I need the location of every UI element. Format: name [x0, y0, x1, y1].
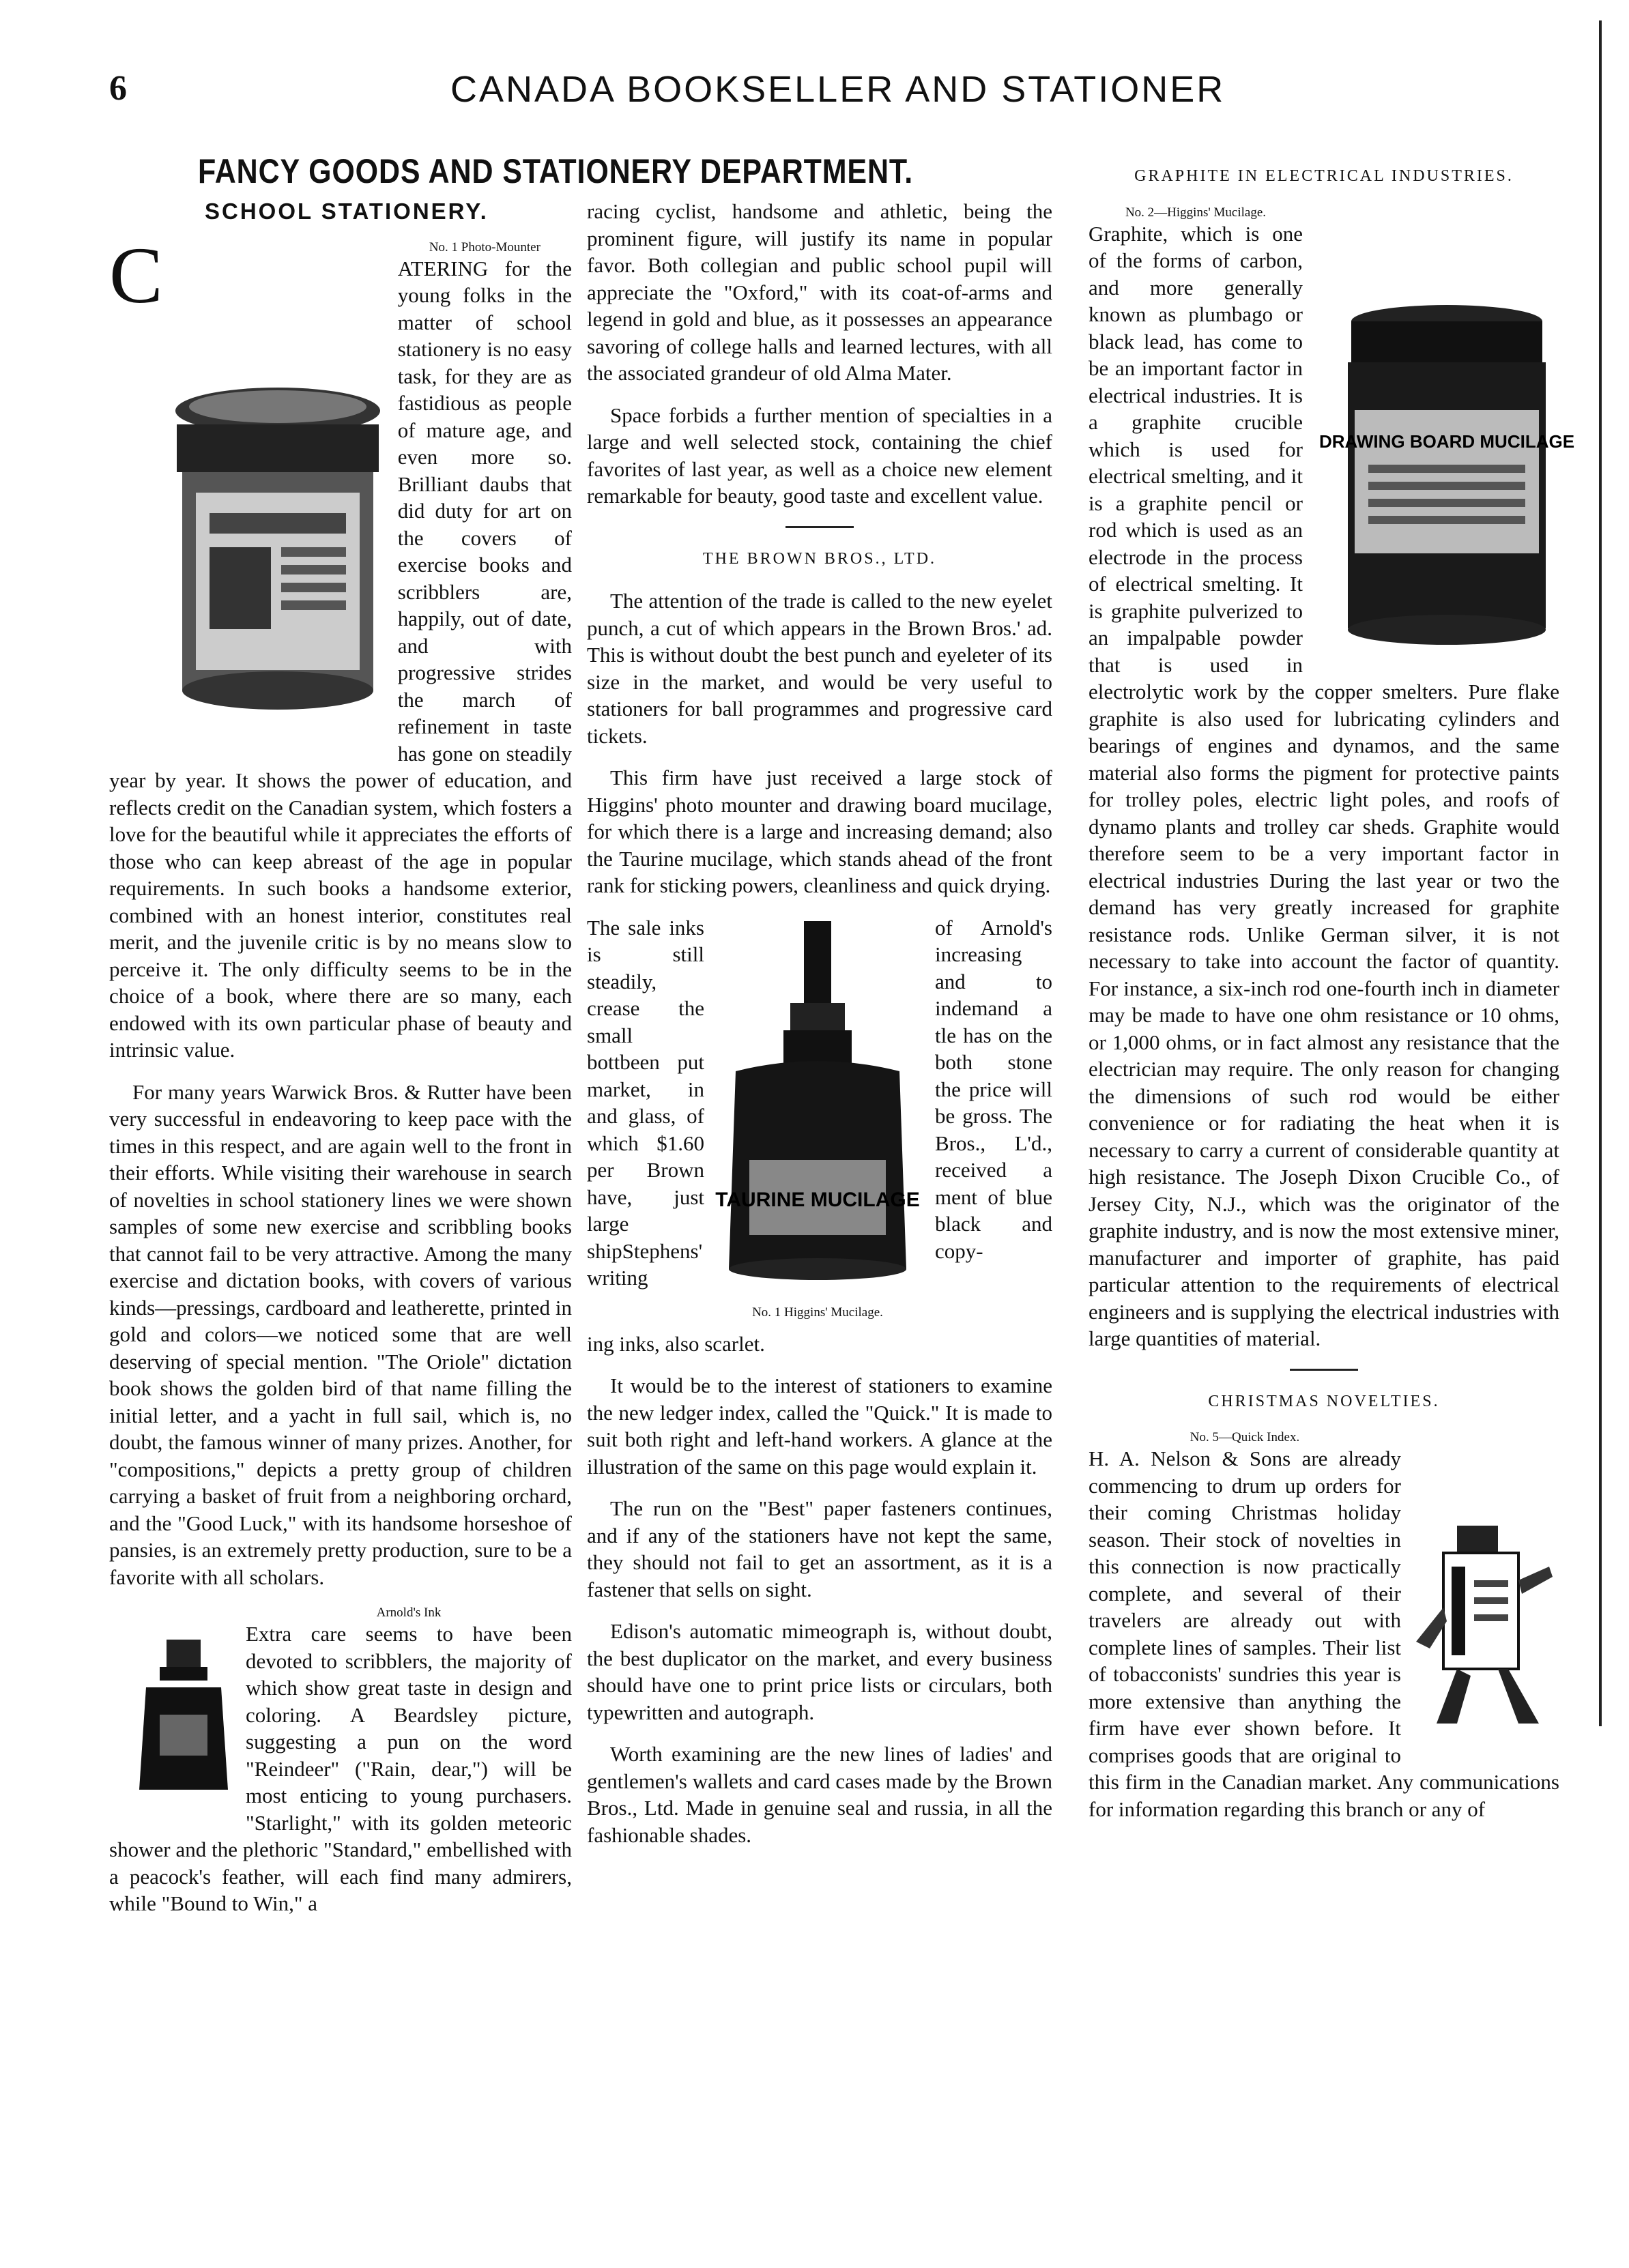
ink-text-left: The sale inks is still steadily, crease the small bottbeen put market, in and glass, of which $1.60 per Brown have, just large shipStephens' writing	[587, 915, 704, 1290]
department-title: FANCY GOODS AND STATIONERY DEPARTMENT.	[198, 152, 914, 190]
journal-title: CANADA BOOKSELLER AND STATIONER	[450, 69, 1226, 110]
page-edge-rule	[1599, 20, 1602, 1726]
photo-mounter-jar-illustration	[169, 383, 387, 738]
paragraph-text: Extra care seems to have been devoted to scribblers, the majority of which show great taste in design and coloring. A Beardsley picture, suggesting a pun on the word "Reindeer" ("Rain, dear,") will be most enticing to young purchasers. "Starlight," with its golden meteoric shower and the plethoric "Standard," embellished with a peacock's feather, will each find many admirers, while "Bound to Win," a	[109, 1622, 572, 1915]
ink-paragraph-with-figure	[587, 914, 1052, 1320]
paragraph-text: H. A. Nelson & Sons are already commencing to drum up orders for their coming Christmas holiday season. Their stock of novelties in this connection is now practically complete, and several of their travelers are already out with complete lines of samples. Their list of tobacconists' sundries this year is more extensive than anything the firm have ever shown before. It comprises goods that are original to this firm in the Canadian market. Any communications for information regarding this branch or any of	[1089, 1446, 1559, 1821]
running-header	[109, 68, 1527, 130]
mucilage-jar-illustration	[1318, 301, 1575, 656]
figure-drawing-board-mucilage	[1311, 301, 1575, 663]
figure-arnolds-ink	[109, 1633, 235, 1810]
article-paragraph: For many years Warwick Bros. & Rutter have been very successful in endeavoring to keep pace with the times in this respect, and are again well to the front in their efforts. While visiting their warehouse in search of novelties in school stationery lines we were shown samples of some new exercise and scribbling books that cannot fail to be very attractive. Among the many exercise and dictation books, with covers of various kinds—pressings, cardboard and leatherette, printed in gold and colors—we noticed some that are well deserving of special mention. "The Oriole" dictation book shows the golden bird of that name filling the initial letter, and a yacht in full sail, which is, no doubt, the famous winner of many prizes. Another, for "compositions," depicts a pretty group of children carrying a basket of fruit from a neighboring orchard, and the "Good Luck," with its handsome horseshoe of pansies, is an extremely pretty production, sure to be a favorite with all scholars.	[109, 1079, 572, 1589]
article-paragraph: The attention of the trade is called to the new eyelet punch, a cut of which appears in the Brown Bros.' ad. This is without doubt the best punch and eyeleter of its size in the market, and would be very useful to stationers for ball programmes and progressive card tickets.	[587, 589, 1052, 748]
article-paragraph: This firm have just received a large stock of Higgins' photo mounter and drawing board mucilage, for which there is a large and increasing demand; also the Taurine mucilage, which stands ahead of the front rank for sticking powers, cleanliness and quick drying.	[587, 766, 1052, 897]
article-paragraph: Edison's automatic mimeograph is, without doubt, the best duplicator on the market, and every business should have one to print price lists or circulars, both typewritten and autograph.	[587, 1619, 1052, 1724]
page-number: 6	[109, 69, 127, 108]
article-paragraph: It would be to the interest of stationers to examine the new ledger index, called the "Quick." It is made to suit both right and left-hand workers. A glance at the illustration of the same on this page would explain it.	[587, 1373, 1052, 1479]
ink-text-right: of Arnold's increasing and to indemand a tle has on the both stone the price will be gross. The Bros., L'd., received a ment of blue black and copy-	[935, 915, 1052, 1263]
figure-caption: Arnold's Ink	[376, 1605, 442, 1620]
article-paragraph: racing cyclist, handsome and athletic, being the prominent figure, will justify its name in popular favor. Both collegian and public school pupil will appreciate the "Oxford," with its coat-of-arms and legend in gold and blue, as it possesses an appearance savoring of college halls and learned lectures, with all the associated grandeur of old Alma Mater.	[587, 199, 1052, 385]
bottle-label-text: TAURINE MUCILAGE	[715, 1188, 920, 1211]
mucilage-bottle-illustration	[715, 914, 920, 1296]
section-head-graphite: GRAPHITE IN ELECTRICAL INDUSTRIES.	[1134, 167, 1514, 185]
figure-caption: No. 1 Higgins' Mucilage.	[752, 1305, 883, 1320]
column-1	[109, 198, 572, 1932]
section-divider	[785, 526, 854, 528]
section-divider	[1290, 1369, 1358, 1371]
article-paragraph: Worth examining are the new lines of ladies' and gentlemen's wallets and card cases made by the Brown Bros., Ltd. Made in genuine seal and russia, in all the fashionable shades.	[587, 1742, 1052, 1847]
figure-photo-mounter	[169, 383, 387, 745]
paragraph-text: ATERING for the young folks in the matter of school stationery is no easy task, for they are as fastidious as people of mature age, and even more so. Brilliant daubs that did duty for art on the covers of exercise books and scribblers are, happily, out of date, and with progressive strides the march of refinement in taste has gone on steadily year by year. It shows the power of education, and reflects credit on the Canadian system, which fosters a love for the beautiful while it appreciates the efforts of those who can keep abreast of the age in popular requirements. In such books a handsome exterior, combined with an honest interior, constitutes real merit, and the juvenile critic is by no means slow to perceive it. The only difficulty seems to be in the choice of a book, where there are so many, each endowed with its own particular phase of beauty and intrinsic value.	[109, 256, 572, 1062]
quick-index-figure-illustration	[1409, 1512, 1559, 1737]
article-paragraph: The run on the "Best" paper fasteners continues, and if any of the stationers have not kept the same, they should not fail to get an assortment, as it is a fastener that sells on sight.	[587, 1496, 1052, 1601]
figure-taurine-mucilage	[715, 914, 920, 1324]
article-paragraph: Space forbids a further mention of specialties in a large and well selected stock, containing the chief favorites of last year, as well as a choice new element remarkable for beauty, good taste and excellent value.	[587, 403, 1052, 508]
column-3	[1089, 154, 1575, 1837]
subhead-school-stationery: SCHOOL STATIONERY.	[205, 199, 489, 224]
article-paragraph: ing inks, also scarlet.	[587, 1331, 765, 1356]
figure-caption: No. 5—Quick Index.	[1190, 1430, 1300, 1444]
section-head-brown-bros: THE BROWN BROS., LTD.	[702, 549, 937, 568]
section-head-christmas: CHRISTMAS NOVELTIES.	[1208, 1392, 1440, 1410]
column-2	[587, 198, 1052, 1863]
figure-caption: No. 2—Higgins' Mucilage.	[1125, 205, 1267, 220]
figure-caption: No. 1 Photo-Mounter	[429, 239, 540, 255]
jar-label-text: DRAWING BOARD MUCILAGE	[1318, 431, 1575, 452]
ink-bottle-icon	[132, 1633, 235, 1803]
drop-cap: C	[109, 230, 163, 320]
figure-quick-index	[1409, 1512, 1559, 1744]
paragraph-text: Graphite, which is one of the forms of carbon, and more generally known as plumbago or black lead, has come to be an important factor in electrical industries. It is a graphite crucible which is used for electrical smelting, and it is a graphite pencil or rod which is used as an electrode in the process of electrical smelting. It is graphite pulverized to an impalpable powder that is used in electrolytic work by the copper smelters. Pure flake graphite is also used for lubricating cylinders and bearings of engines and dynamos, and the same material also forms the pigment for protective paints for trolley poles, electric light poles, and roofs of dynamo plants and trolley car sheds. Graphite would therefore seem to be a very important factor in electrical industries During the last year or two the demand has very greatly increased for graphite resistance rods. Unlike German silver, it is not necessary to take into account the factor of quantity. For instance, a six-inch rod one-fourth inch in diameter may be made to have one ohm resistance or 10 ohms, or 1,000 ohms, or in fact almost any resistance that the electrician may require. The only reason for changing the dimensions of such rod would be either convenience or for radiating the heat when it is necessary to carry a current of considerable quantity at high resistance. The Joseph Dixon Crucible Co., of Jersey City, N.J., which was the originator of the graphite industry, and is now the most extensive miner, manufacturer and importer of graphite, has paid particular attention to the requirements of electrical engineers and is supplying the electrical industries with large quantities of material.	[1089, 221, 1559, 1350]
